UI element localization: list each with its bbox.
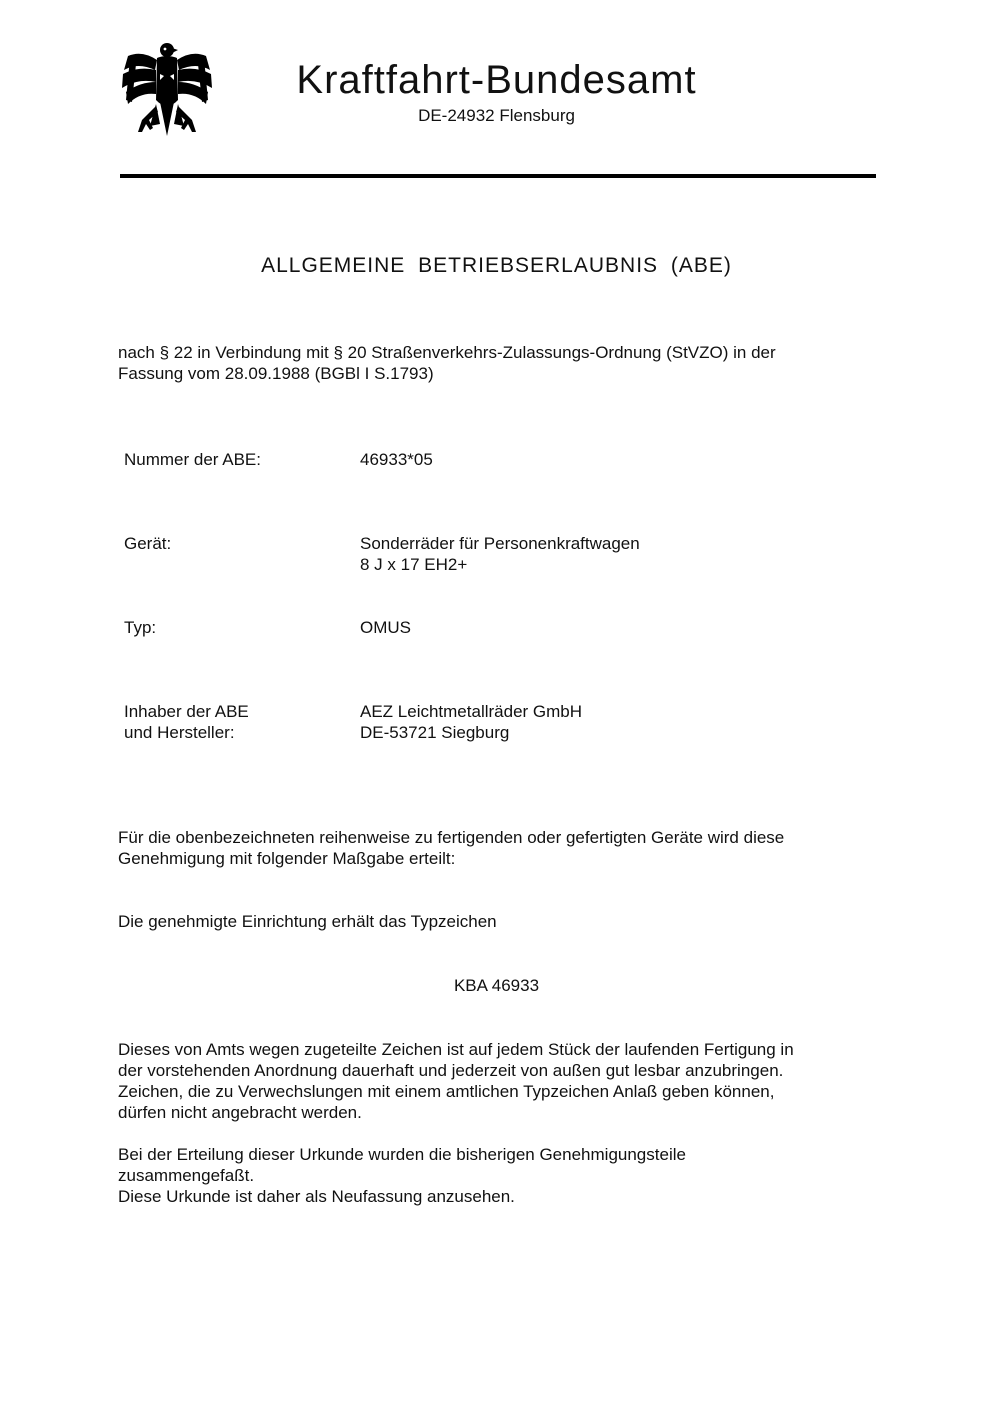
grant-text xyxy=(118,827,878,869)
mark-rules xyxy=(118,1039,878,1123)
grant-text-line-2: Genehmigung mit folgender Maßgabe erteilt: xyxy=(118,849,456,868)
consolidation-note xyxy=(118,1144,878,1207)
holder-label-line-2: und Hersteller: xyxy=(124,723,235,742)
consolidation-line-3: Diese Urkunde ist daher als Neufassung anzusehen. xyxy=(118,1187,515,1206)
legal-basis-line-2: Fassung vom 28.09.1988 (BGBl I S.1793) xyxy=(118,364,434,383)
consolidation-line-2: zusammengefaßt. xyxy=(118,1166,255,1185)
holder-value xyxy=(360,701,582,743)
agency-address: DE-24932 Flensburg xyxy=(418,106,575,125)
document-title: ALLGEMEINE BETRIEBSERLAUBNIS (ABE) xyxy=(261,254,732,277)
header-divider xyxy=(120,174,876,178)
agency-name: Kraftfahrt-Bundesamt xyxy=(296,58,697,102)
mark-rules-line-2: der vorstehenden Anordnung dauerhaft und jederzeit von außen gut lesbar anzubringen. xyxy=(118,1061,784,1080)
type-label: Typ: xyxy=(124,618,157,637)
holder-label-line-1: Inhaber der ABE xyxy=(124,702,249,721)
grant-text-line-1: Für die obenbezeichneten reihenweise zu fertigenden oder gefertigten Geräte wird diese xyxy=(118,828,785,847)
device-value-line-1: Sonderräder für Personenkraftwagen xyxy=(360,534,640,553)
mark-rules-line-4: dürfen nicht angebracht werden. xyxy=(118,1103,362,1122)
legal-basis-line-1: nach § 22 in Verbindung mit § 20 Straßenverkehrs-Zulassungs-Ordnung (StVZO) in der xyxy=(118,343,776,362)
type-mark: KBA 46933 xyxy=(453,976,540,995)
legal-basis xyxy=(118,342,878,384)
abe-number-value: 46933*05 xyxy=(360,450,433,469)
device-value-line-2: 8 J x 17 EH2+ xyxy=(360,555,468,574)
mark-rules-line-3: Zeichen, die zu Verwechslungen mit einem amtlichen Typzeichen Anlaß geben können, xyxy=(118,1082,775,1101)
holder-value-line-1: AEZ Leichtmetallräder GmbH xyxy=(360,702,583,721)
device-value xyxy=(360,533,640,575)
holder-value-line-2: DE-53721 Siegburg xyxy=(360,723,510,742)
holder-label xyxy=(124,701,249,743)
type-value: OMUS xyxy=(360,618,411,637)
mark-rules-line-1: Dieses von Amts wegen zugeteilte Zeichen ist auf jedem Stück der laufenden Fertigung in xyxy=(118,1040,794,1059)
type-mark-intro: Die genehmigte Einrichtung erhält das Typzeichen xyxy=(118,912,497,931)
abe-number-label: Nummer der ABE: xyxy=(124,450,261,469)
consolidation-line-1: Bei der Erteilung dieser Urkunde wurden die bisherigen Genehmigungsteile xyxy=(118,1145,686,1164)
device-label: Gerät: xyxy=(124,534,172,553)
